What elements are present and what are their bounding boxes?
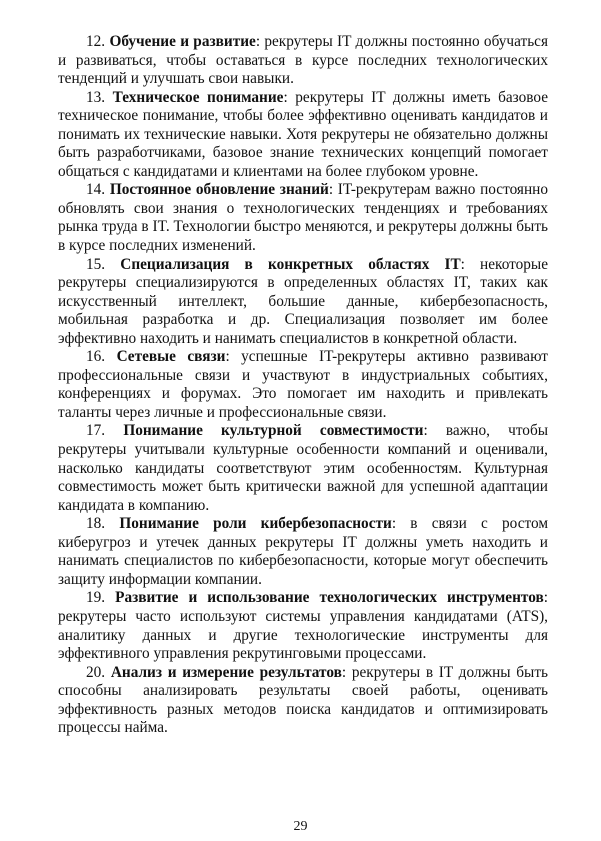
list-item-13 (58, 89, 548, 182)
page-number: 29 (293, 819, 308, 834)
item-text: : важно, чтобы рекрутеры учитывали культурные особенности компаний и оценивали, насколько кандидаты соответствуют этим особенностям. Культурная совместимость может быть критически важной для успешной адаптации кандидата в компанию. (58, 422, 549, 514)
list-item-15 (58, 256, 548, 349)
list-item-14 (58, 181, 548, 255)
item-number: 14. (86, 181, 106, 199)
item-term: Развитие и использование технологических инструментов (115, 589, 544, 607)
item-number: 20. (86, 663, 106, 681)
list-item-16 (58, 348, 548, 422)
list-item-19 (58, 589, 548, 663)
item-text: : рекрутеры в IT должны быть способны анализировать результаты своей работы, оценивать эффективность разных методов поиска кандидатов и оптимизировать процессы найма. (58, 663, 548, 737)
item-term: Постоянное обновление знаний (109, 181, 329, 199)
list-item-12 (58, 33, 548, 89)
item-text: : в связи с ростом киберугроз и утечек данных рекрутеры IT должны уметь находить и нанимать специалистов по кибербезопасности, которые могут обеспечить защиту информации компании. (58, 515, 549, 588)
item-term: Понимание культурной совместимости (123, 422, 424, 440)
item-text: : некоторые рекрутеры специализируются в определенных областях IT, таких как искусственный интеллект, большие данные, кибербезопасность, мобильная разработка и др. Специализация позволяет им более эффективно находить и нанимать специалистов в конкретной области. (58, 255, 548, 347)
item-term: Сетевые связи (116, 348, 226, 366)
item-text: : рекрутеры IT должны иметь базовое техническое понимание, чтобы более эффективно оценивать кандидатов и понимать их технические навыки. Хотя рекрутеры не обязательно должны быть разработчиками, базовое знание технических концепций помогает общаться с кандидатами и клиентами на более глубоком уровне. (58, 88, 549, 180)
item-number: 16. (86, 348, 106, 366)
item-text: : успешные IT-рекрутеры активно развивают профессиональные связи и участвуют в индустриальных событиях, конференциях и форумах. Это помогает им находить и привлекать таланты через личные и профессиональные связи. (58, 348, 548, 421)
item-text: : IT-рекрутерам важно постоянно обновлять свои знания о технологических тенденциях и требованиях рынка труда в IT. Технологии быстро меняются, и рекрутеры должны быть в курсе последних изменений. (58, 181, 548, 255)
item-text: : рекрутеры IT должны постоянно обучаться и развиваться, чтобы оставаться в курсе последних технологических тенденций и улучшать свои навыки. (58, 33, 548, 88)
item-number: 15. (86, 255, 106, 273)
item-number: 13. (86, 88, 106, 106)
item-term: Специализация в конкретных областях IT (120, 255, 461, 273)
page-body (58, 33, 548, 738)
item-number: 12. (86, 33, 106, 50)
list-item-17 (58, 422, 548, 515)
list-item-20 (58, 664, 548, 738)
item-term: Техническое понимание (112, 88, 284, 106)
item-term: Анализ и измерение результатов (110, 663, 342, 681)
item-text: : рекрутеры часто используют системы управления кандидатами (ATS), аналитику данных и другие технологические инструменты для эффективного управления рекрутинговыми процессами. (58, 589, 548, 663)
item-number: 19. (86, 589, 106, 607)
item-number: 18. (86, 515, 106, 533)
item-term: Понимание роли кибербезопасности (119, 515, 392, 533)
list-item-18 (58, 515, 548, 589)
item-number: 17. (86, 422, 106, 440)
item-term: Обучение и развитие (109, 33, 256, 50)
